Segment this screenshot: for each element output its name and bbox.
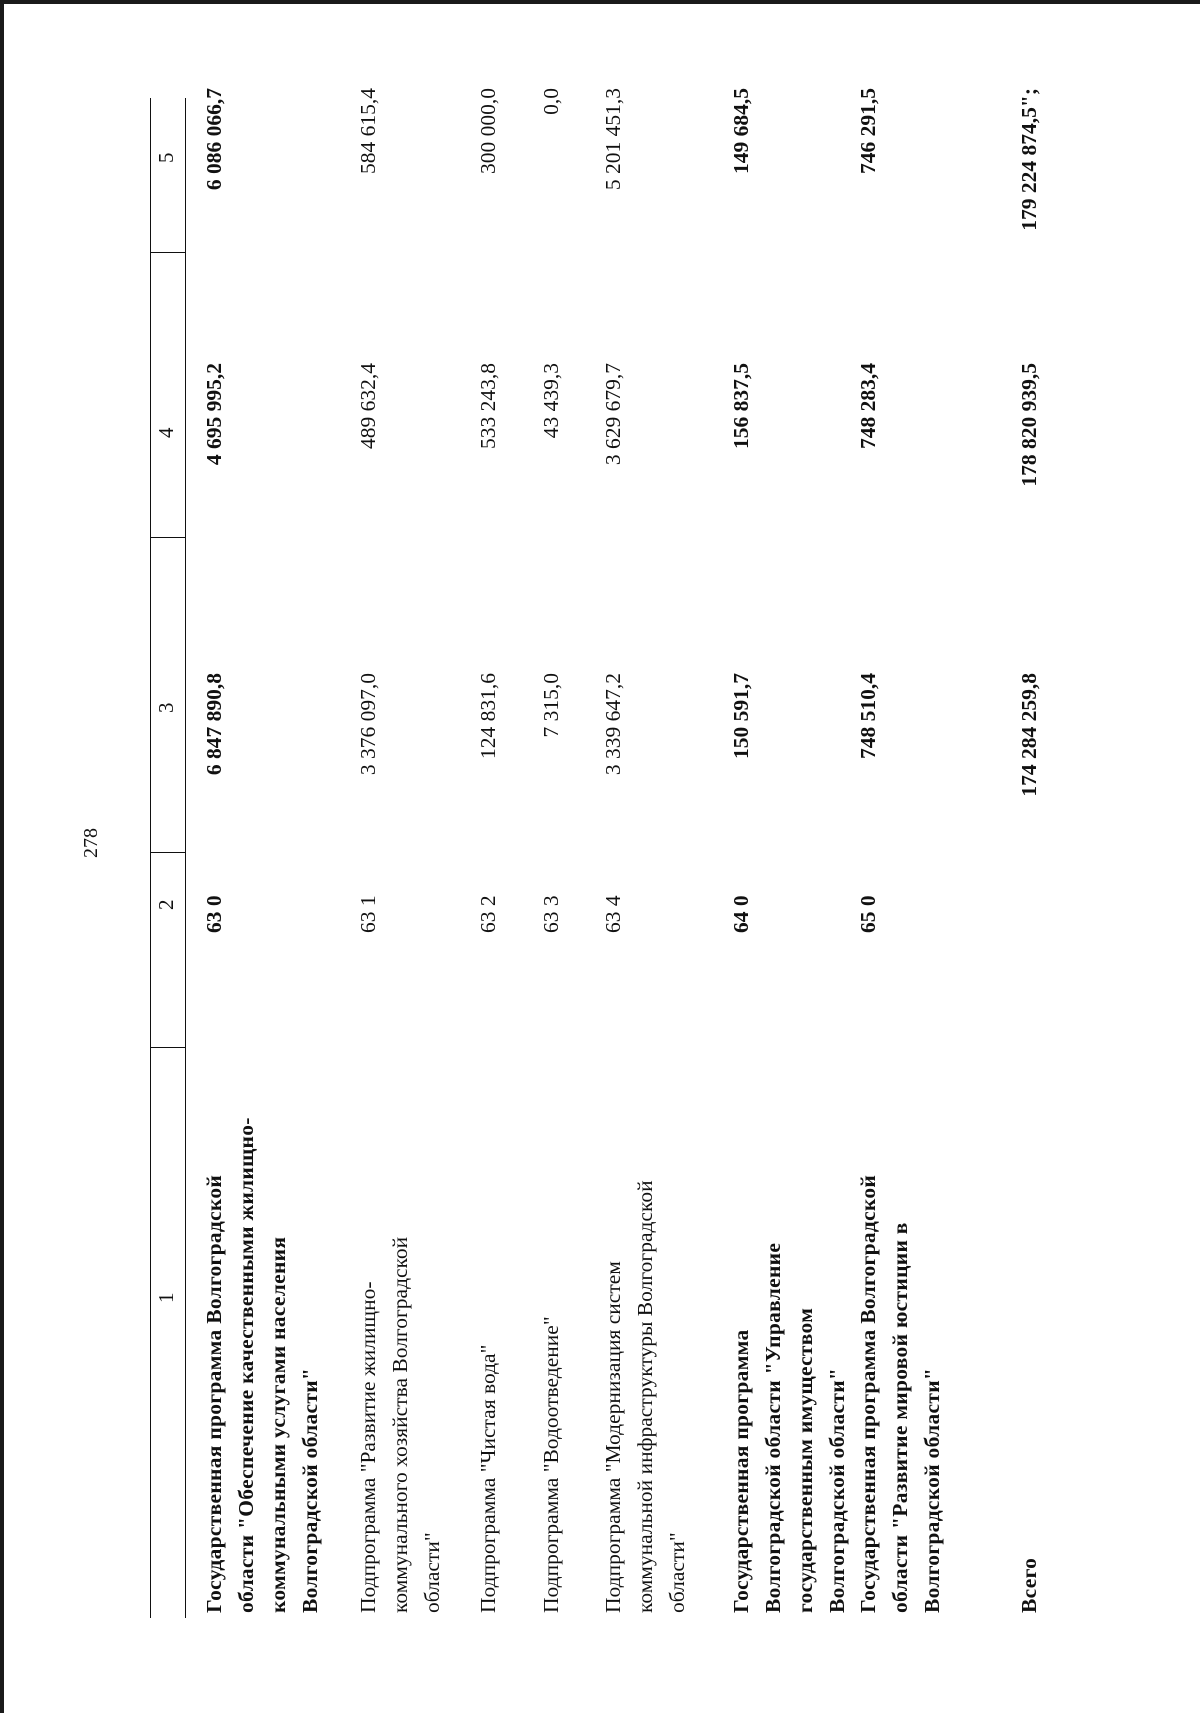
column-divider: [150, 852, 185, 853]
row-code: 63 2: [476, 895, 500, 933]
row-value-col4: 489 632,4: [356, 363, 380, 449]
row-name: Государственная программа Волгоградской области "Управление государственным имуществом Волгоградской области": [729, 1242, 849, 1613]
row-value-col4: 748 283,4: [856, 363, 880, 449]
page-number: 278: [80, 828, 102, 858]
table-header-rule: [185, 98, 186, 1618]
row-value-col3: 3 376 097,0: [356, 673, 380, 776]
row-value-col5: 746 291,5: [856, 88, 880, 174]
row-value-col5: 6 086 066,7: [202, 88, 226, 191]
row-name: Государственная программа Волгоградской области "Обеспечение качественными жилищно-коммунальными услугами населения Волгоградской области": [202, 1117, 322, 1613]
row-value-col3: 3 339 647,2: [601, 673, 625, 776]
row-value-col4: 43 439,3: [539, 363, 563, 439]
header-col-5: 5: [154, 152, 178, 163]
row-code: 63 0: [202, 895, 226, 933]
row-name: Государственная программа Волгоградской области "Развитие мировой юстиции в Волгоградской области": [856, 1174, 944, 1613]
row-code: 65 0: [856, 895, 880, 933]
row-value-col4: 178 820 939,5: [1017, 363, 1041, 487]
row-value-col5: 300 000,0: [476, 88, 500, 174]
row-name: Подпрограмма "Чистая вода": [476, 1344, 500, 1613]
row-code: 63 3: [539, 895, 563, 933]
row-value-col4: 4 695 995,2: [202, 363, 226, 466]
row-value-col5: 0,0: [539, 88, 563, 115]
row-value-col3: 7 315,0: [539, 673, 563, 738]
row-value-col4: 533 243,8: [476, 363, 500, 449]
row-value-col4: 156 837,5: [729, 363, 753, 449]
header-col-3: 3: [154, 702, 178, 713]
row-code: 63 1: [356, 895, 380, 933]
header-col-1: 1: [154, 1292, 178, 1303]
column-divider: [150, 252, 185, 253]
row-value-col3: 748 510,4: [856, 673, 880, 759]
row-name: Всего: [1017, 1557, 1041, 1613]
row-value-col3: 124 831,6: [476, 673, 500, 759]
header-col-4: 4: [154, 427, 178, 438]
column-divider: [150, 1047, 185, 1048]
row-code: 63 4: [601, 895, 625, 933]
row-value-col5: 149 684,5: [729, 88, 753, 174]
row-name: Подпрограмма "Модернизация систем коммунальной инфраструктуры Волгоградской области": [601, 1180, 689, 1613]
row-name: Подпрограмма "Развитие жилищно-коммунального хозяйства Волгоградской области": [356, 1236, 444, 1613]
row-value-col5: 5 201 451,3: [601, 88, 625, 191]
row-code: 64 0: [729, 895, 753, 933]
row-value-col3: 6 847 890,8: [202, 673, 226, 776]
header-col-2: 2: [154, 899, 178, 910]
row-value-col5: 584 615,4: [356, 88, 380, 174]
row-name: Подпрограмма "Водоотведение": [539, 1316, 563, 1613]
row-value-col3: 174 284 259,8: [1017, 673, 1041, 797]
row-value-col4: 3 629 679,7: [601, 363, 625, 466]
row-value-col5: 179 224 874,5";: [1017, 88, 1041, 231]
column-divider: [150, 537, 185, 538]
row-value-col3: 150 591,7: [729, 673, 753, 759]
table-top-rule: [150, 98, 151, 1618]
